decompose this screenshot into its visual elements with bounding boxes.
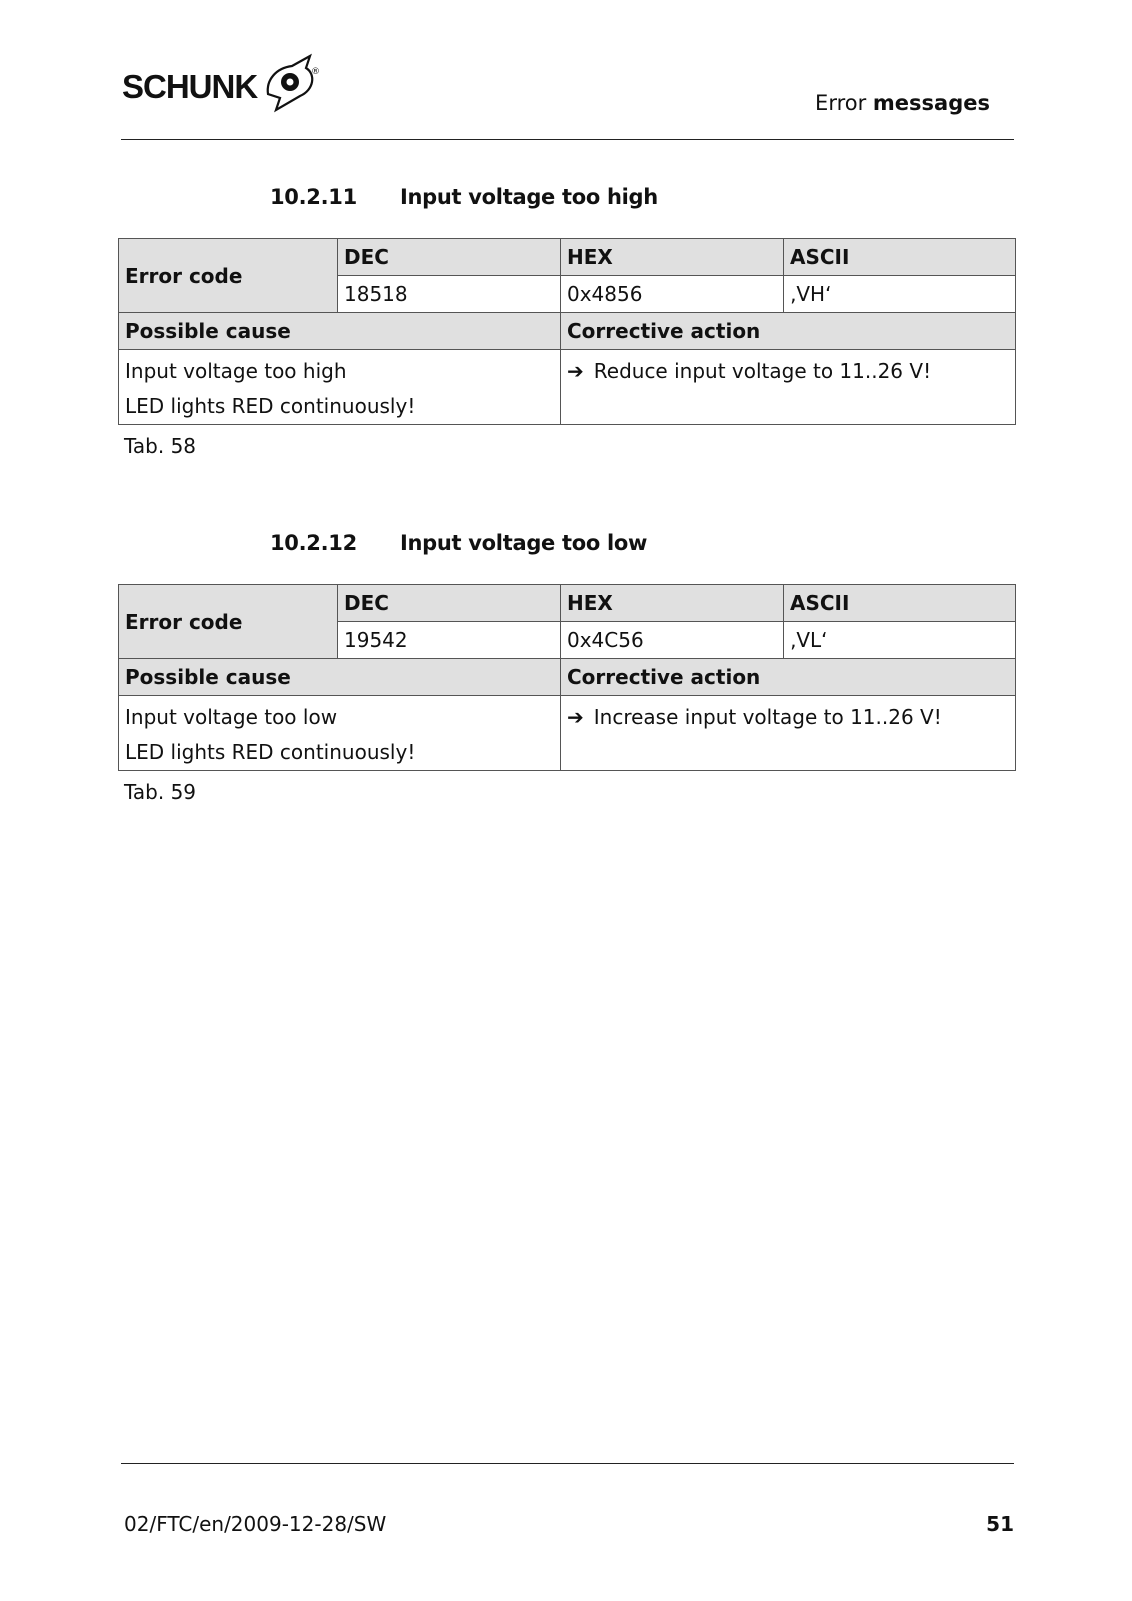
error-code-label: Error code [119, 585, 338, 659]
col-ascii-header: ASCII [784, 239, 1016, 276]
table-caption: Tab. 59 [124, 780, 197, 804]
dec-value: 19542 [338, 622, 561, 659]
header-divider [121, 139, 1014, 140]
corrective-action-header: Corrective action [561, 659, 1016, 696]
section-heading [270, 531, 647, 555]
svg-text:®: ® [311, 67, 320, 77]
error-code-label: Error code [119, 239, 338, 313]
hex-value: 0x4856 [561, 276, 784, 313]
cause-line: LED lights RED continuously! [125, 740, 416, 764]
section-heading [270, 185, 658, 209]
section-title: Input voltage too high [400, 185, 658, 209]
col-hex-header: HEX [561, 585, 784, 622]
arrow-right-icon: ➔ [567, 705, 584, 729]
corrective-action-cell [561, 696, 1016, 771]
header-title-bold: messages [872, 91, 990, 115]
col-dec-header: DEC [338, 585, 561, 622]
error-table [118, 584, 1016, 771]
section-number: 10.2.12 [270, 531, 357, 555]
section-number: 10.2.11 [270, 185, 357, 209]
logo-text: SCHUNK [122, 68, 258, 105]
error-table [118, 238, 1016, 425]
col-dec-header: DEC [338, 239, 561, 276]
col-hex-header: HEX [561, 239, 784, 276]
gripper-logo-icon [262, 52, 322, 114]
footer-divider [121, 1463, 1014, 1464]
footer-page-number: 51 [986, 1512, 1014, 1536]
page-header-title [815, 91, 990, 115]
section-title: Input voltage too low [400, 531, 648, 555]
cause-line: LED lights RED continuously! [125, 394, 416, 418]
action-text: Increase input voltage to 11..26 V! [593, 705, 942, 729]
ascii-value: ‚VL‘ [784, 622, 1016, 659]
hex-value: 0x4C56 [561, 622, 784, 659]
col-ascii-header: ASCII [784, 585, 1016, 622]
possible-cause-header: Possible cause [119, 659, 561, 696]
schunk-logo [122, 52, 332, 118]
action-text: Reduce input voltage to 11..26 V! [593, 359, 932, 383]
table-caption: Tab. 58 [124, 434, 197, 458]
possible-cause-cell [119, 350, 561, 425]
possible-cause-header: Possible cause [119, 313, 561, 350]
corrective-action-header: Corrective action [561, 313, 1016, 350]
possible-cause-cell [119, 696, 561, 771]
cause-line: Input voltage too low [125, 705, 338, 729]
ascii-value: ‚VH‘ [784, 276, 1016, 313]
corrective-action-cell [561, 350, 1016, 425]
footer-doc-id: 02/FTC/en/2009-12-28/SW [124, 1512, 387, 1536]
header-title-prefix: Error [815, 91, 867, 115]
cause-line: Input voltage too high [125, 359, 347, 383]
arrow-right-icon: ➔ [567, 359, 584, 383]
dec-value: 18518 [338, 276, 561, 313]
